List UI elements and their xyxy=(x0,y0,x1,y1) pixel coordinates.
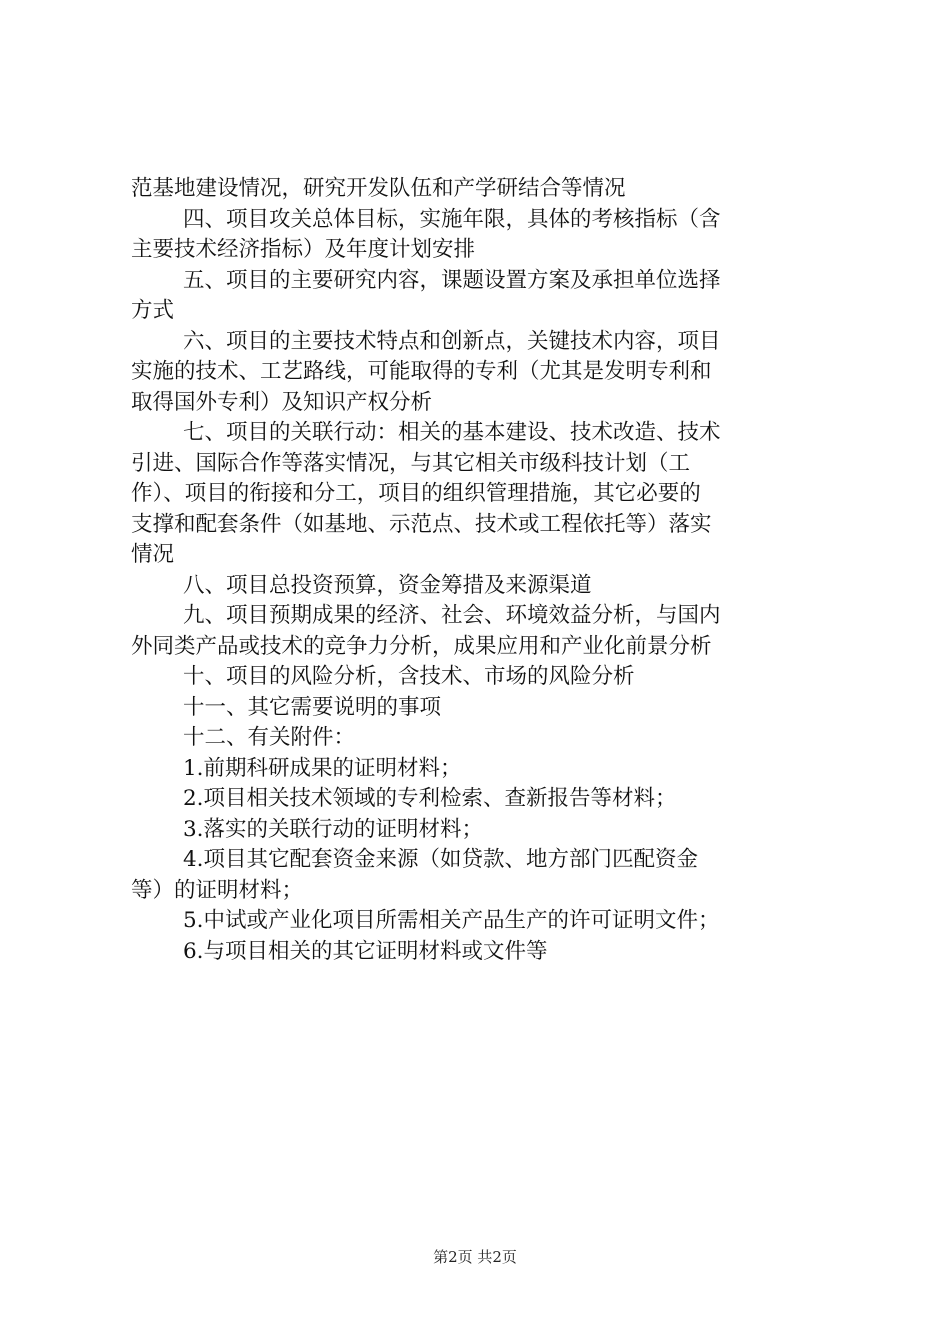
document-line: 主要技术经济指标）及年度计划安排 xyxy=(131,237,476,262)
document-line: 5.中试或产业化项目所需相关产品生产的许可证明文件； xyxy=(183,908,720,933)
document-line: 6.与项目相关的其它证明材料或文件等 xyxy=(183,938,548,964)
document-line: 1.前期科研成果的证明材料； xyxy=(183,755,462,781)
document-line: 方式 xyxy=(131,298,175,323)
document-line: 引进、国际合作等落实情况，与其它相关市级科技计划（工 xyxy=(131,450,691,476)
document-line: 外同类产品或技术的竞争力分析，成果应用和产业化前景分析 xyxy=(131,633,712,659)
document-line: 四、项目攻关总体目标，实施年限，具体的考核指标（含 xyxy=(183,206,721,232)
document-line: 九、项目预期成果的经济、社会、环境效益分析，与国内 xyxy=(183,603,721,628)
document-line: 等）的证明材料； xyxy=(131,877,304,903)
document-line: 八、项目总投资预算，资金筹措及来源渠道 xyxy=(183,572,592,598)
page-footer: 第2页 共2页 xyxy=(433,1248,517,1266)
document-line: 十一、其它需要说明的事项 xyxy=(183,694,442,720)
document-line: 实施的技术、工艺路线，可能取得的专利（尤其是发明专利和 xyxy=(131,359,712,384)
document-line: 3.落实的关联行动的证明材料； xyxy=(183,816,484,842)
document-line: 作）、项目的衔接和分工，项目的组织管理措施，其它必要的 xyxy=(131,481,701,506)
document-line: 十二、有关附件： xyxy=(183,725,356,750)
document-line: 五、项目的主要研究内容，课题设置方案及承担单位选择 xyxy=(183,267,721,293)
document-line: 六、项目的主要技术特点和创新点，关键技术内容，项目 xyxy=(183,328,721,354)
document-line: 范基地建设情况，研究开发队伍和产学研结合等情况 xyxy=(131,176,626,201)
document-line: 2.项目相关技术领域的专利检索、查新报告等材料； xyxy=(183,786,677,811)
document-line: 支撑和配套条件（如基地、示范点、技术或工程依托等）落实 xyxy=(131,511,712,537)
document-line: 情况 xyxy=(131,542,175,567)
document-body xyxy=(131,174,831,967)
document-line: 十、项目的风险分析，含技术、市场的风险分析 xyxy=(183,664,635,689)
document-line: 七、项目的关联行动：相关的基本建设、技术改造、技术 xyxy=(183,420,721,445)
document-line: 4.项目其它配套资金来源（如贷款、地方部门匹配资金 xyxy=(183,847,699,872)
document-line: 取得国外专利）及知识产权分析 xyxy=(131,389,433,415)
